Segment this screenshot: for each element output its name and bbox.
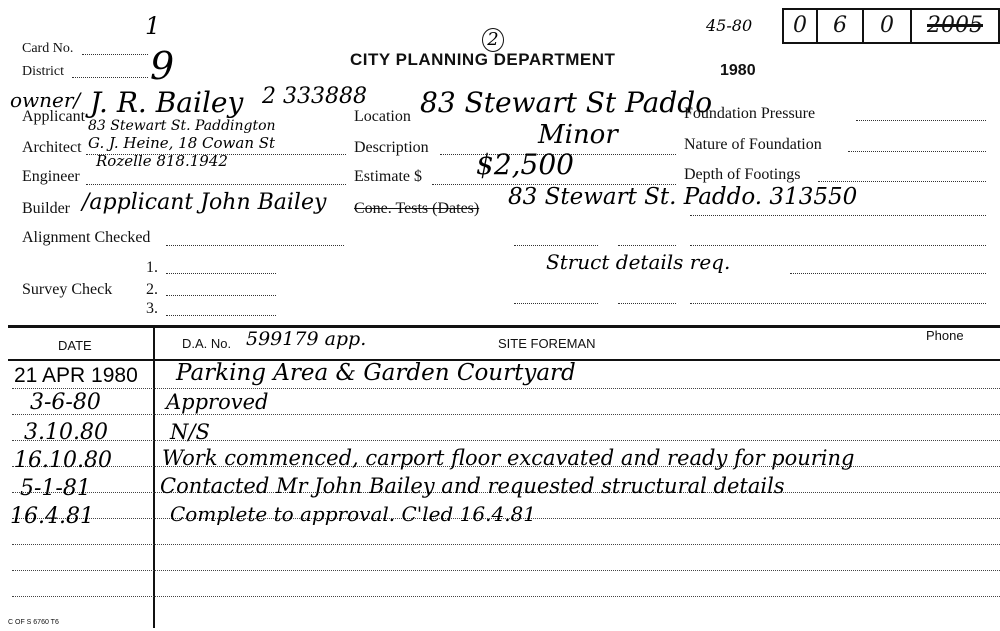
nature-of-foundation-label: Nature of Foundation — [684, 136, 822, 153]
page-title: CITY PLANNING DEPARTMENT — [350, 50, 616, 69]
ref-number: 45-80 — [706, 16, 753, 35]
middle-line-7 — [514, 303, 598, 304]
depth-line — [818, 181, 986, 182]
date-header: DATE — [58, 338, 92, 353]
district-line — [72, 77, 148, 78]
struct-note: Struct details req. — [546, 250, 731, 274]
location-label: Location — [354, 108, 411, 125]
engineer-line — [86, 184, 346, 185]
header-year: 1980 — [720, 62, 756, 79]
alignment-label: Alignment Checked — [22, 229, 151, 246]
survey-line-2 — [166, 295, 276, 296]
engineer-label: Engineer — [22, 168, 80, 185]
ref-box-1: 0 — [782, 8, 818, 44]
log-note: Approved — [166, 390, 269, 414]
log-note: Parking Area & Garden Courtyard — [176, 360, 576, 386]
card-no-label: Card No. — [22, 41, 74, 56]
log-rule — [12, 570, 1000, 571]
ref-box-5: 2005 — [910, 8, 1000, 44]
survey-item-3: 3. — [146, 300, 158, 317]
right-line-4 — [690, 215, 986, 216]
log-date: 3-6-80 — [30, 390, 101, 415]
ref-box-3: 0 — [862, 8, 912, 44]
log-rule — [12, 544, 1000, 545]
log-date: 16.4.81 — [10, 504, 94, 529]
applicant-label: Applicant — [22, 108, 86, 125]
survey-line-3 — [166, 315, 276, 316]
estimate-label: Estimate $ — [354, 168, 422, 185]
circled-number: 2 — [482, 28, 504, 52]
da-value: 599179 app. — [246, 328, 367, 350]
log-rule — [12, 440, 1000, 441]
log-column-divider — [153, 328, 155, 628]
site-foreman-label: SITE FOREMAN — [498, 336, 596, 351]
right-line-7 — [690, 303, 986, 304]
architect-value: G. J. Heine, 18 Cowan St — [88, 134, 276, 152]
card-no-line — [82, 54, 148, 55]
phone-label: Phone — [926, 328, 964, 343]
location-value: 83 Stewart St Paddo — [420, 86, 713, 119]
architect-label: Architect — [22, 139, 82, 156]
survey-line-1 — [166, 273, 276, 274]
estimate-value: $2,500 — [476, 148, 574, 181]
builder-label: Builder — [22, 200, 70, 217]
depth-of-footings-label: Depth of Footings — [684, 166, 801, 183]
description-label: Description — [354, 139, 429, 156]
ref-box-2: 6 — [816, 8, 864, 44]
applicant-address: 83 Stewart St. Paddington — [88, 118, 276, 134]
da-label: D.A. No. — [182, 336, 232, 351]
survey-label: Survey Check — [22, 281, 113, 298]
survey-item-1: 1. — [146, 259, 158, 276]
middle-line-5 — [514, 245, 598, 246]
builder-value: /applicant John Bailey — [82, 190, 327, 215]
log-date: 16.10.80 — [14, 448, 112, 473]
card-no-value: 1 — [145, 12, 161, 40]
middle-line-5b — [618, 245, 676, 246]
right-line-6 — [790, 273, 986, 274]
foundation-pressure-line — [856, 120, 986, 121]
log-date: 5-1-81 — [20, 476, 91, 501]
foundation-pressure-label: Foundation Pressure — [684, 105, 816, 122]
applicant-phone: 2 333888 — [262, 84, 367, 109]
log-date: 3.10.80 — [24, 420, 108, 445]
log-note: Complete to approval. C'led 16.4.81 — [170, 502, 537, 526]
log-date: 21 APR 1980 — [14, 364, 138, 387]
right-line-5 — [690, 245, 986, 246]
description-value: Minor — [538, 120, 618, 150]
district-label: District — [22, 64, 64, 79]
log-note: Work commenced, carport floor excavated and ready for pouring — [162, 446, 855, 470]
nature-line — [848, 151, 986, 152]
log-rule — [12, 414, 1000, 415]
log-note: Contacted Mr John Bailey and requested structural details — [160, 474, 785, 498]
alignment-line — [166, 245, 344, 246]
log-note: N/S — [170, 420, 210, 444]
owner-annotation: owner/ — [10, 88, 81, 112]
applicant-value: J. R. Bailey — [90, 86, 244, 119]
cone-tests-value: 83 Stewart St. Paddo. 313550 — [508, 184, 858, 210]
survey-item-2: 2. — [146, 281, 158, 298]
district-value: 9 — [150, 44, 175, 88]
log-rule — [12, 596, 1000, 597]
section-divider — [8, 325, 1000, 328]
middle-line-7b — [618, 303, 676, 304]
log-rule — [12, 388, 1000, 389]
architect-line2: Rozelle 818.1942 — [96, 152, 228, 170]
cone-tests-label: Cone. Tests (Dates) — [354, 200, 480, 217]
form-code: C OF S 6760 T6 — [8, 619, 59, 626]
